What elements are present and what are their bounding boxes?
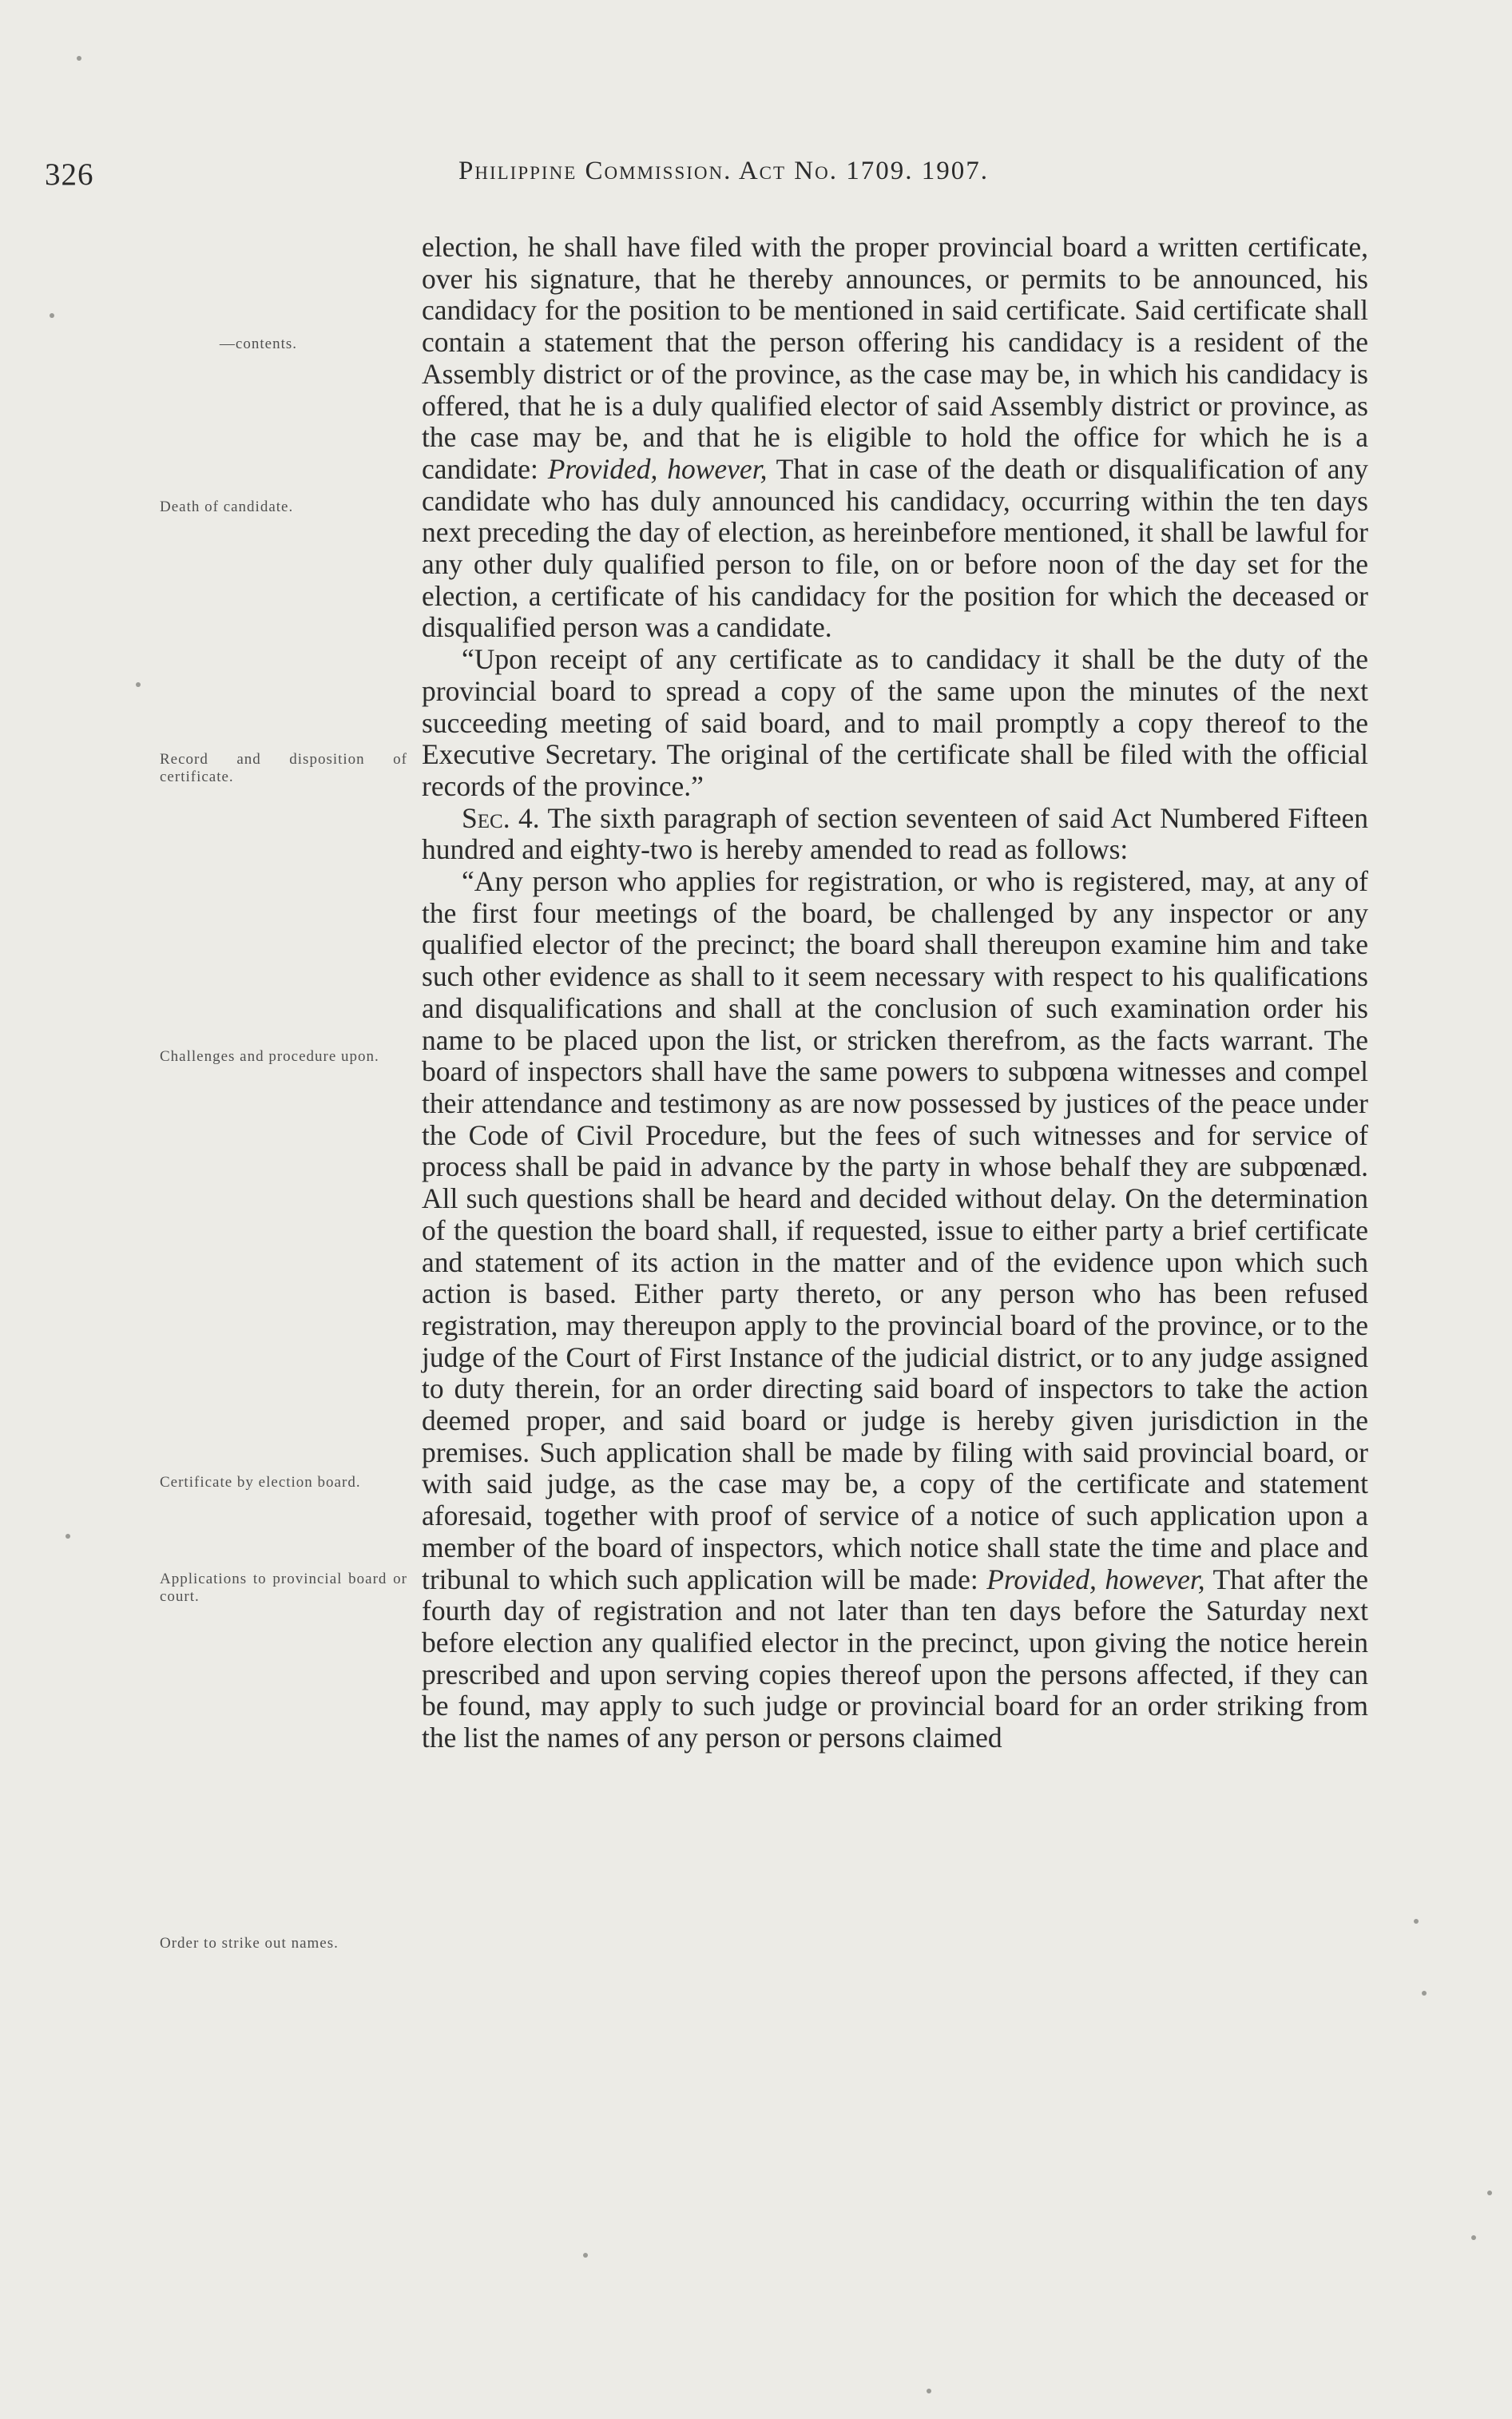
page-number: 326 [45, 157, 94, 192]
paper-speck [1487, 2191, 1492, 2195]
text-run: The sixth paragraph of section seventeen of said Act Numbered Fifteen hundred and eighty-two is hereby amended to read as follows: [422, 801, 1368, 866]
paragraph-candidacy-certificate [422, 232, 1368, 644]
paper-speck [1471, 2235, 1476, 2240]
margin-note-record-disposition: Record and disposition of certificate. [160, 751, 407, 785]
text-run: That in case of the death or disqualification of any candidate who has duly announced his candidacy, occurring within the ten days next preceding the day of election, as hereinbefore mentioned, it shall be lawful for any other duly qualified person to file, on or before noon of the day set for the election, a certificate of his candidacy for the position for which the deceased or disqualified person was a candidate. [422, 452, 1369, 644]
paragraph-section-4 [422, 803, 1368, 866]
text-run: “Any person who applies for registration, or who is registered, may, at any of the first four meetings of the board, be challenged by any inspector or any qualified elector of the precinct; the board shall thereupon examine him and take such other evidence as shall to it seem necessary with respect to his qualifications and disqualifications and shall at the conclusion of such examination order his name to be placed upon the list, or stricken therefrom, as the facts warrant. The board of inspectors shall have the same powers to subpœna witnesses and compel their attendance and testimony as are now possessed by justices of the peace under the Code of Civil Procedure, but the fees of such witnesses and for service of process shall be paid in advance by the party in whose behalf they are subpœnæd. All such questions shall be heard and decided without delay. On the determination of the question the board shall, if requested, issue to either party a brief certificate and statement of its action in the matter and of the evidence upon which such action is based. Either party thereto, or any person who has been refused registration, may thereupon apply to the provincial board of the province, or to the judge of the Court of First Instance of the judicial district, or to any judge assigned to duty therein, for an order directing said board of inspectors to take the action deemed proper, and said board or judge is hereby given jurisdiction in the premises. Such application shall be made by filing with said provincial board, or with said judge, as the case may be, a copy of the certificate and statement aforesaid, together with proof of service of a notice of such application upon a member of the board of inspectors, which notice shall state the time and place and tribunal to which such application will be made: [422, 865, 1368, 1595]
paragraph-record-certificate: “Upon receipt of any certificate as to candidacy it shall be the duty of the provincial board to spread a copy of the same upon the minutes of the next succeeding meeting of said board, and to mail promptly a copy thereof to the Executive Secretary. The original of the certificate shall be filed with the official records of the province.” [422, 643, 1368, 802]
running-head: Philippine Commission. Act No. 1709. 1907. [458, 157, 989, 185]
paper-speck [77, 56, 81, 61]
margin-note-certificate-board: Certificate by election board. [160, 1474, 361, 1491]
margin-note-challenges: Challenges and procedure upon. [160, 1048, 379, 1065]
paper-speck [1414, 1919, 1419, 1924]
paper-speck [65, 1534, 70, 1539]
paper-speck [50, 313, 54, 318]
paper-speck [1422, 1991, 1427, 1996]
section-label: Sec. 4. [462, 801, 540, 834]
margin-note-order-strike: Order to strike out names. [160, 1935, 339, 1952]
margin-note-contents: —contents. [219, 336, 297, 352]
body-text [422, 232, 1368, 1754]
margin-note-applications: Applications to provincial board or court. [160, 1571, 407, 1605]
paragraph-challenges [422, 866, 1368, 1754]
page-header [45, 157, 1403, 197]
text-run: That after the fourth day of registration and not later than ten days before the Saturday next before election any qualified elector in the precinct, upon giving the notice herein prescribed and upon serving copies thereof upon the persons affected, if they can be found, may apply to such judge or provincial board for an order striking from the list the names of any person or persons claimed [422, 1563, 1369, 1754]
text-run: election, he shall have filed with the proper provincial board a written certificate, over his signature, that he thereby announces, or permits to be announced, his candidacy for the position to be mentioned in said certificate. Said certificate shall contain a statement that the person offering his candidacy is a resident of the Assembly district or of the province, as the case may be, in which his candidacy is offered, that he is a duly qualified elector of said Assembly district or province, as the case may be, and that he is eligible to hold the office for which he is a candidate: [422, 231, 1368, 485]
paper-speck [136, 682, 141, 687]
proviso-italic: Provided, however, [986, 1563, 1205, 1595]
paper-speck [583, 2253, 588, 2258]
proviso-italic: Provided, however, [547, 452, 768, 485]
margin-note-death-of-candidate: Death of candidate. [160, 498, 294, 515]
paper-speck [927, 2389, 931, 2393]
